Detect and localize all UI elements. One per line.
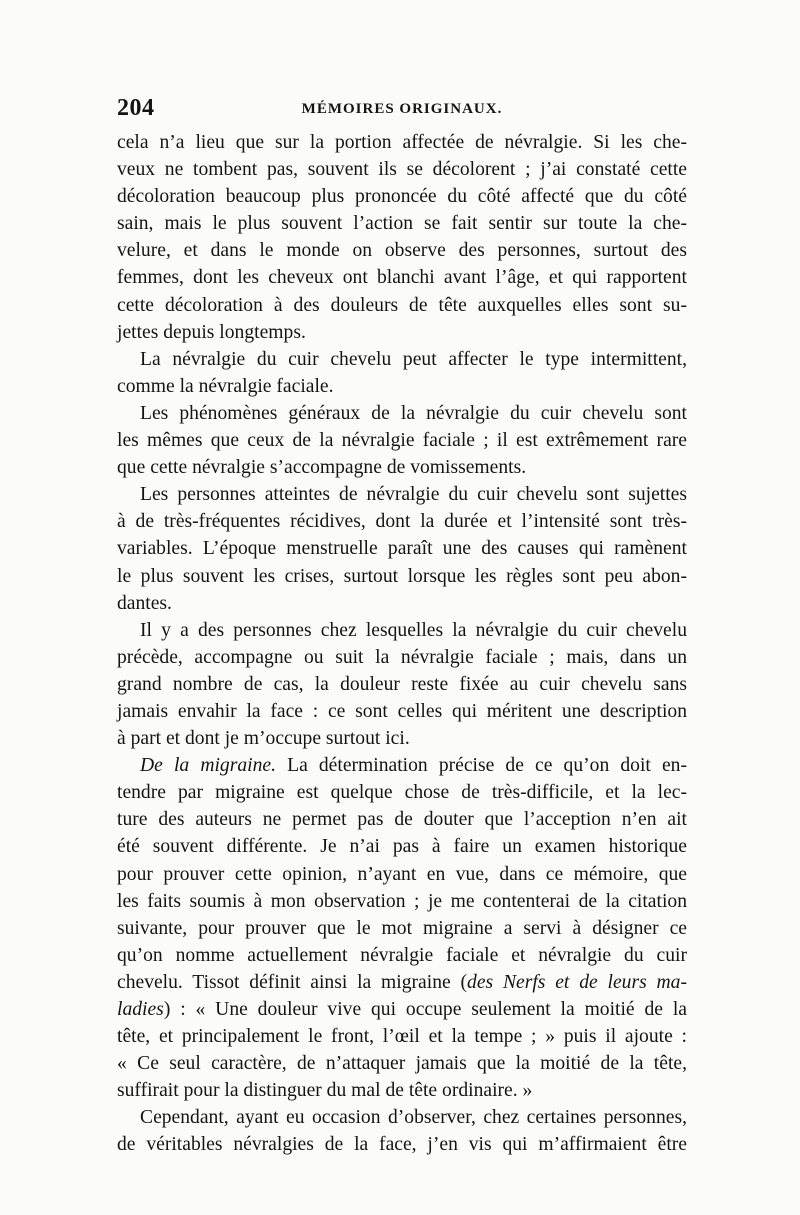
text-line: sain, mais le plus souvent l’action se fait sentir sur toute la che- bbox=[117, 213, 687, 235]
section-heading-migraine: De la migraine. bbox=[140, 755, 276, 777]
paragraph-2 bbox=[117, 346, 687, 400]
text-line: La névralgie du cuir chevelu peut affecter le type intermittent, bbox=[140, 348, 687, 370]
text-line bbox=[117, 752, 687, 779]
paragraph-migraine bbox=[117, 752, 687, 1104]
running-title: MÉMOIRES ORIGINAUX. bbox=[301, 101, 503, 117]
book-title-italic: des Nerfs et de leurs ma- bbox=[467, 971, 687, 993]
text-line: les mêmes que ceux de la névralgie faciale ; il est extrêmement rare bbox=[117, 430, 687, 452]
text-line: jamais envahir la face : ce sont celles qui méritent une description bbox=[117, 700, 687, 722]
text-line: Les personnes atteintes de névralgie du cuir chevelu sont sujettes bbox=[140, 484, 687, 506]
text-line: comme la névralgie faciale. bbox=[117, 375, 334, 397]
text-line: tendre par migraine est quelque chose de très-difficile, et la lec- bbox=[117, 782, 687, 804]
paragraph-5 bbox=[117, 617, 687, 752]
page-body bbox=[117, 129, 687, 1159]
text-fragment: chevelu. Tissot définit ainsi la migraine ( bbox=[117, 971, 468, 993]
text-line: décoloration beaucoup plus prononcée du côté affecté que du côté bbox=[117, 186, 687, 208]
text-line: velure, et dans le monde on observe des personnes, surtout des bbox=[117, 240, 687, 262]
text-line: qu’on nomme actuellement névralgie faciale et névralgie du cuir bbox=[117, 944, 687, 966]
text-line: été souvent différente. Je n’ai pas à faire un examen historique bbox=[117, 836, 687, 858]
text-line: « Ce seul caractère, de n’attaquer jamais que la moitié de la tête, bbox=[117, 1053, 687, 1075]
text-line: jettes depuis longtemps. bbox=[117, 321, 306, 343]
book-title-italic: ladies bbox=[117, 999, 164, 1020]
text-line: tête, et principalement le front, l’œil et la tempe ; » puis il ajoute : bbox=[117, 1026, 687, 1048]
text-line: femmes, dont les cheveux ont blanchi avant l’âge, et qui rapportent bbox=[117, 267, 687, 289]
text-line: pour prouver cette opinion, n’ayant en vue, dans ce mémoire, que bbox=[117, 863, 687, 885]
text-line: suivante, pour prouver que le mot migraine a servi à désigner ce bbox=[117, 917, 687, 939]
text-line: cela n’a lieu que sur la portion affectée de névralgie. Si les che- bbox=[117, 132, 687, 153]
text-line: grand nombre de cas, la douleur reste fixée au cuir chevelu sans bbox=[117, 673, 687, 695]
text-line: le plus souvent les crises, surtout lorsque les règles sont peu abon- bbox=[117, 565, 687, 587]
text-fragment: La détermination précise de ce qu’on doit en- bbox=[275, 755, 687, 777]
text-fragment: ) : « Une douleur vive qui occupe seulement la moitié de la bbox=[163, 999, 687, 1020]
text-line: que cette névralgie s’accompagne de vomissements. bbox=[117, 457, 527, 479]
text-line: suffirait pour la distinguer du mal de tête ordinaire. » bbox=[117, 1080, 533, 1102]
paragraph-3 bbox=[117, 400, 687, 481]
text-line bbox=[117, 996, 687, 1023]
text-line: variables. L’époque menstruelle paraît une des causes qui ramènent bbox=[117, 538, 687, 560]
paragraph-4 bbox=[117, 481, 687, 616]
text-line: cette décoloration à des douleurs de tête auxquelles elles sont su- bbox=[117, 294, 687, 316]
text-line bbox=[117, 969, 687, 996]
text-line: les faits soumis à mon observation ; je me contenterai de la citation bbox=[117, 890, 687, 912]
text-line: Il y a des personnes chez lesquelles la névralgie du cuir chevelu bbox=[140, 619, 687, 641]
text-line: à part et dont je m’occupe surtout ici. bbox=[117, 728, 410, 750]
text-line: Cependant, ayant eu occasion d’observer, chez certaines personnes, bbox=[140, 1107, 687, 1129]
text-line: Les phénomènes généraux de la névralgie du cuir chevelu sont bbox=[140, 402, 687, 424]
page-header bbox=[117, 95, 687, 127]
text-line: ture des auteurs ne permet pas de douter que l’acception n’en ait bbox=[117, 809, 687, 831]
paragraph-7 bbox=[117, 1104, 687, 1158]
text-line: précède, accompagne ou suit la névralgie faciale ; mais, dans un bbox=[117, 646, 687, 668]
page-number: 204 bbox=[117, 95, 155, 121]
text-line: veux ne tombent pas, souvent ils se décolorent ; j’ai constaté cette bbox=[117, 159, 687, 181]
text-line: à de très-fréquentes récidives, dont la durée et l’intensité sont très- bbox=[117, 511, 687, 533]
paragraph-1 bbox=[117, 129, 687, 346]
text-line: dantes. bbox=[117, 592, 172, 614]
text-line: de véritables névralgies de la face, j’en vis qui m’affirmaient être bbox=[117, 1134, 687, 1156]
